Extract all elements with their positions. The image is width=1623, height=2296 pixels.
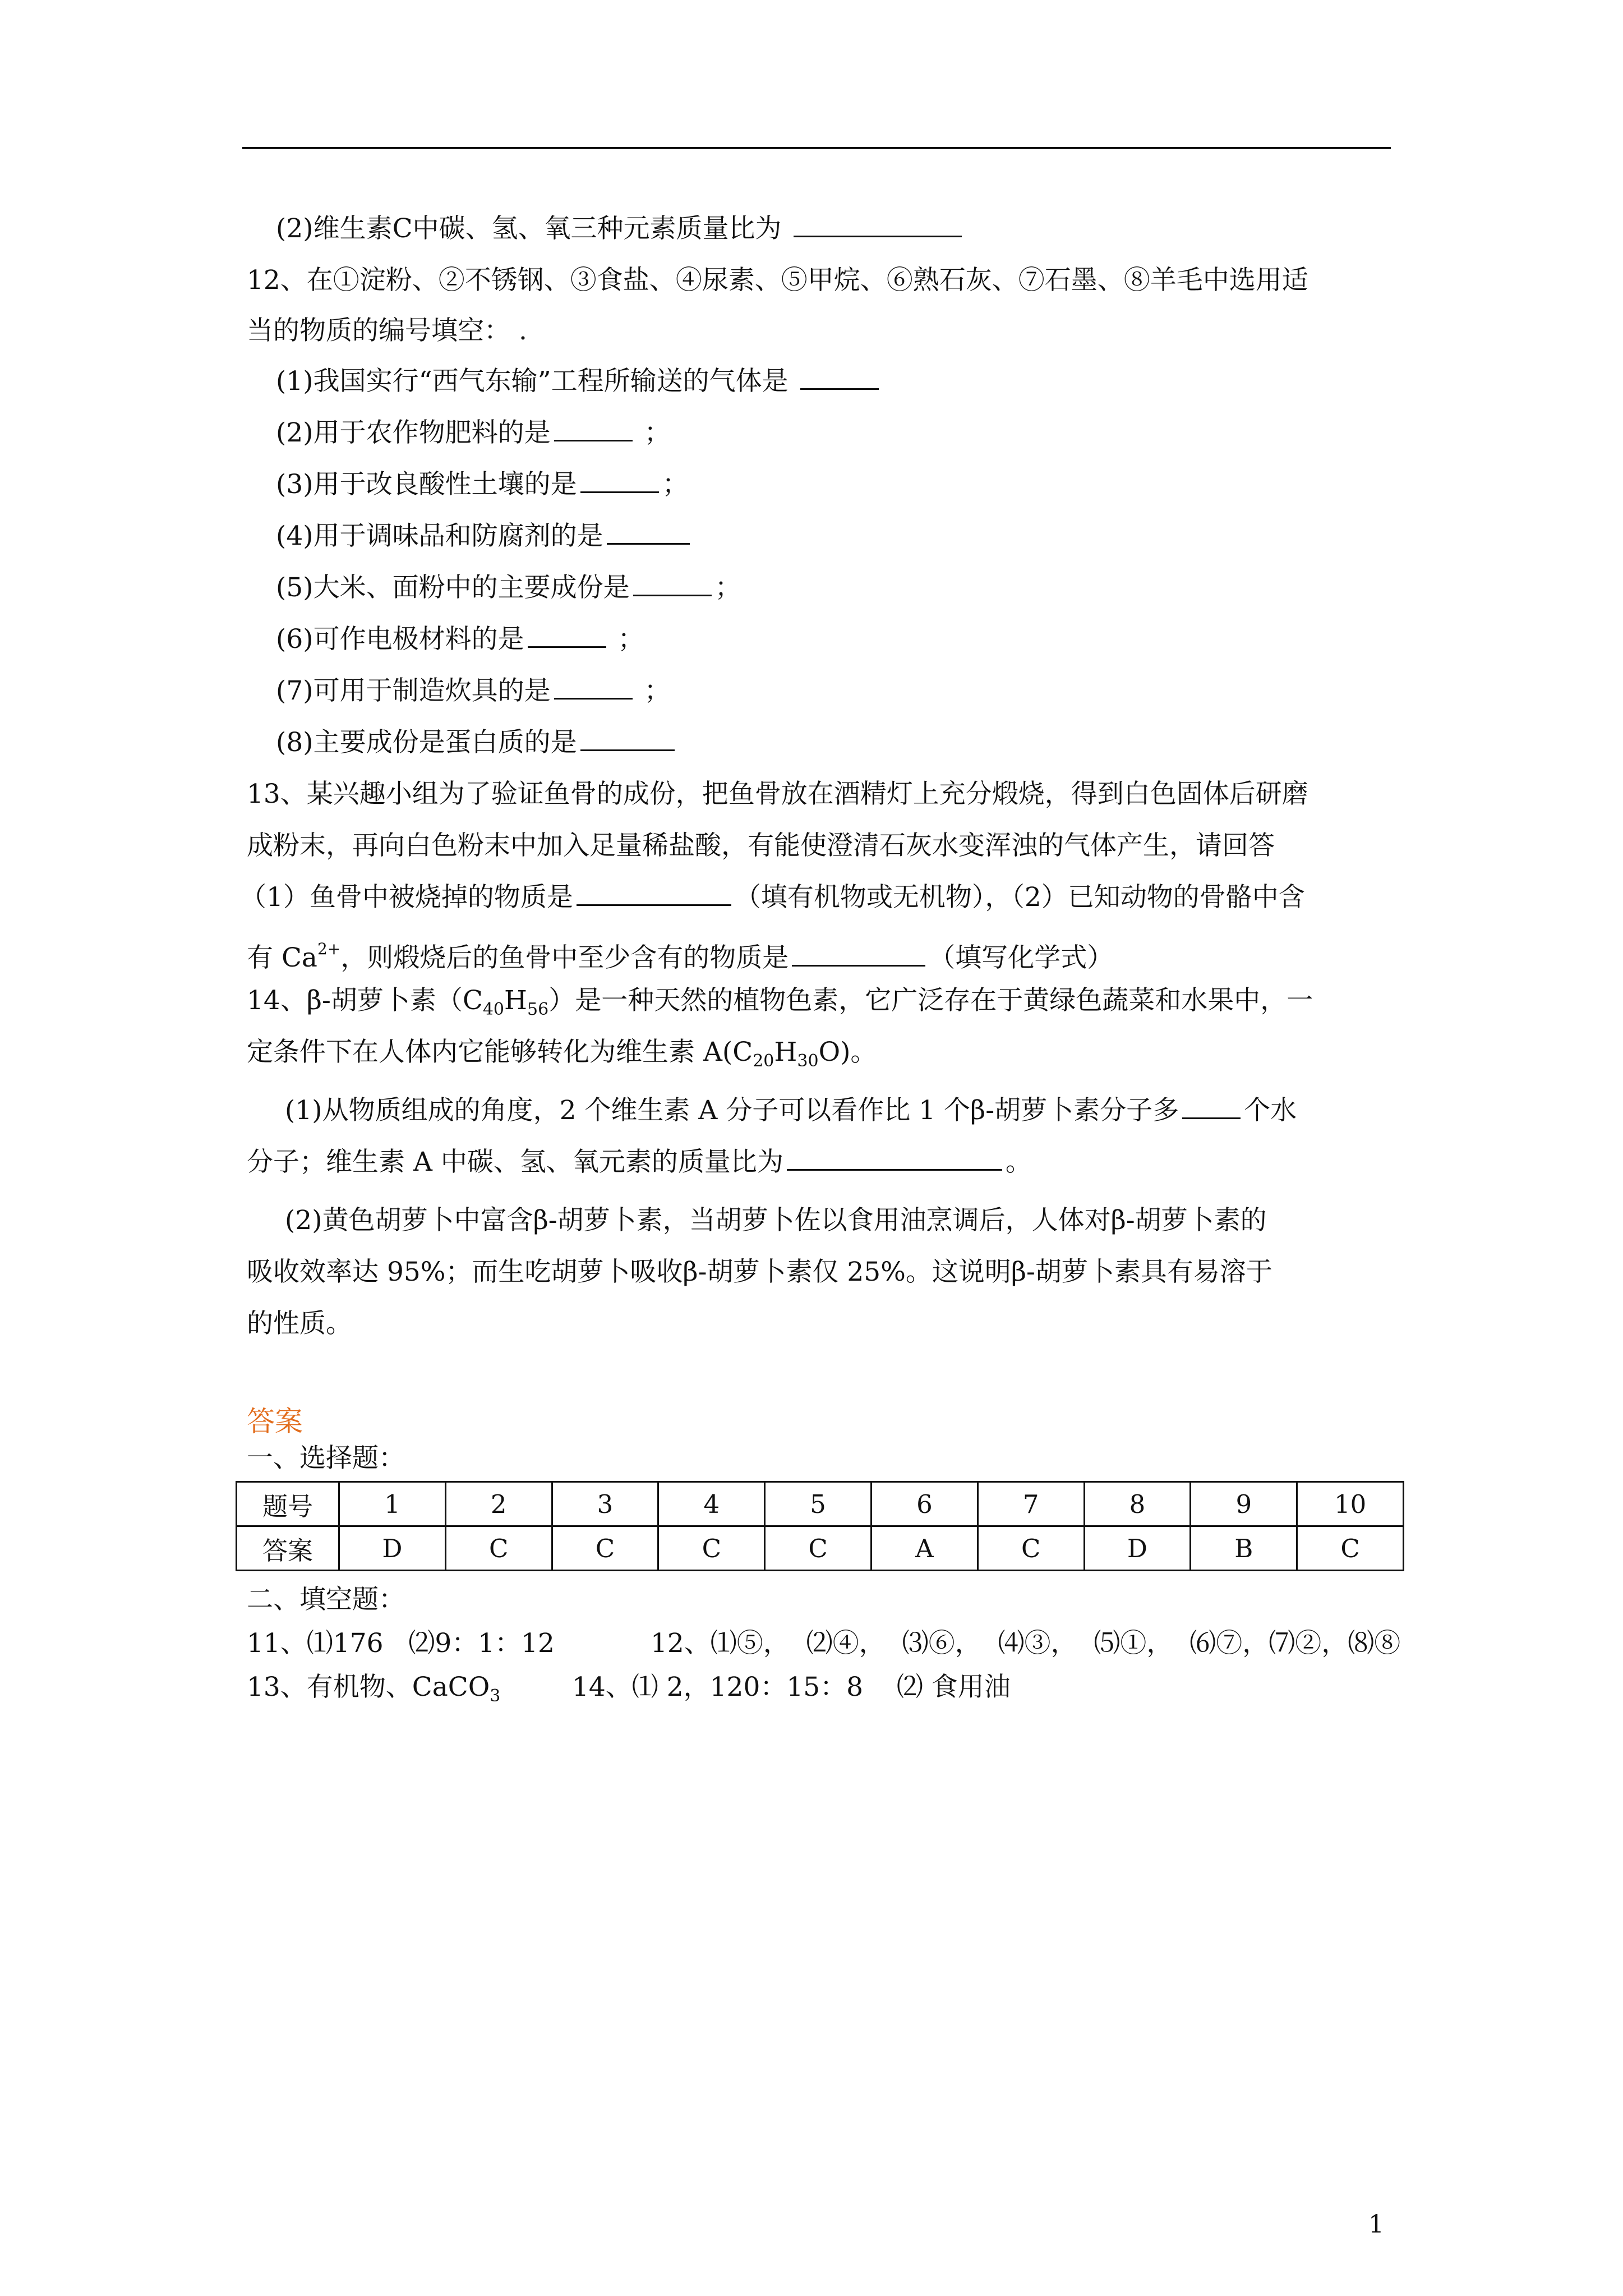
table-cell: C bbox=[1297, 1526, 1404, 1571]
q13-line3: （1）鱼骨中被烧掉的物质是 （填有机物或无机物），（2）已知动物的骨骼中含 bbox=[240, 882, 1305, 913]
table-cell: 3 bbox=[552, 1482, 658, 1526]
table-cell: 10 bbox=[1297, 1482, 1404, 1526]
table-cell: 1 bbox=[339, 1482, 446, 1526]
fill-answer-line2: 13、有机物、CaCO$_3$ bbox=[247, 1672, 501, 1706]
q12-item-5: (5)大米、面粉中的主要成份是 ； bbox=[276, 572, 741, 603]
q12-item-7: (7)可用于制造炊具的是 ； bbox=[276, 675, 671, 706]
table-cell: 9 bbox=[1191, 1482, 1297, 1526]
answer-blank[interactable] bbox=[607, 519, 690, 545]
answers-title: 答案 bbox=[247, 1405, 303, 1438]
answer-blank[interactable] bbox=[580, 726, 675, 751]
table-cell: 8 bbox=[1084, 1482, 1191, 1526]
q12-item-1: (1)我国实行“西气东输”工程所输送的气体是 bbox=[276, 365, 1426, 398]
q14-part1-line2: 分子；维生素 A 中碳、氢、氧元素的质量比为 。 bbox=[247, 1147, 1032, 1177]
table-row bbox=[237, 1526, 1404, 1571]
page-number: 1 bbox=[1368, 2210, 1384, 2239]
answer-blank[interactable] bbox=[554, 674, 633, 700]
table-cell: B bbox=[1191, 1526, 1297, 1571]
table-cell: 6 bbox=[871, 1482, 978, 1526]
table-cell: 5 bbox=[765, 1482, 872, 1526]
q12-item-6: (6)可作电极材料的是 ； bbox=[276, 624, 644, 655]
answer-blank[interactable] bbox=[577, 881, 731, 906]
answer-blank[interactable] bbox=[787, 1145, 1002, 1171]
table-cell: 4 bbox=[658, 1482, 765, 1526]
table-cell: C bbox=[445, 1526, 552, 1571]
table-cell: D bbox=[339, 1526, 446, 1571]
header-rule bbox=[242, 147, 1391, 149]
table-cell: 7 bbox=[978, 1482, 1084, 1526]
fill-answer-line2b: 14、⑴ 2，120：15：8 ⑵ 食用油 bbox=[572, 1672, 1011, 1703]
q14-part2-line2: 吸收效率达 95%；而生吃胡萝卜吸收β-胡萝卜素仅 25%。这说明β-胡萝卜素具有易溶于 bbox=[247, 1257, 1272, 1287]
table-cell: D bbox=[1084, 1526, 1191, 1571]
answer-table bbox=[236, 1481, 1404, 1571]
answer-blank[interactable] bbox=[794, 212, 962, 237]
table-cell: 答案 bbox=[237, 1526, 339, 1571]
q13-line2: 成粉末，再向白色粉末中加入足量稀盐酸，有能使澄清石灰水变浑浊的气体产生，请回答 bbox=[247, 830, 1275, 861]
answer-blank[interactable] bbox=[800, 365, 879, 390]
q12-item-3: (3)用于改良酸性土壤的是 ； bbox=[276, 469, 689, 500]
answer-blank[interactable] bbox=[528, 623, 606, 648]
q13-line1: 13、某兴趣小组为了验证鱼骨的成份，把鱼骨放在酒精灯上充分煅烧，得到白色固体后研磨 bbox=[247, 779, 1308, 809]
q12-line1: 12、在①淀粉、②不锈钢、③食盐、④尿素、⑤甲烷、⑥熟石灰、⑦石墨、⑧羊毛中选用适 bbox=[247, 265, 1308, 296]
table-cell: 题号 bbox=[237, 1482, 339, 1526]
table-cell: 2 bbox=[445, 1482, 552, 1526]
table-cell: C bbox=[765, 1526, 872, 1571]
answer-blank[interactable] bbox=[792, 941, 925, 967]
fill-answer-line1: 11、⑴176 ⑵9：1：12 bbox=[247, 1628, 555, 1659]
q11-part2: (2)维生素C中碳、氢、氧三种元素质量比为 bbox=[276, 212, 1426, 246]
section-fill-title: 二、填空题： bbox=[247, 1584, 405, 1615]
answer-blank[interactable] bbox=[554, 416, 633, 441]
q14-part1-line1: (1)从物质组成的角度，2 个维生素 A 分子可以看作比 1 个β-胡萝卜素分子多 个水 bbox=[285, 1095, 1297, 1126]
answer-blank[interactable] bbox=[1182, 1094, 1241, 1119]
table-cell: A bbox=[871, 1526, 978, 1571]
table-row bbox=[237, 1482, 1404, 1526]
table-cell: C bbox=[552, 1526, 658, 1571]
section-choice-title: 一、选择题： bbox=[247, 1443, 405, 1474]
fill-answer-line1b: 12、⑴⑤， ⑵④， ⑶⑥， ⑷③， ⑸①， ⑹⑦，⑺②，⑻⑧ bbox=[651, 1628, 1401, 1659]
q13-line4: 有 $Ca^{2+}$，则煅烧后的鱼骨中至少含有的物质是 （填写化学式） bbox=[247, 940, 1114, 973]
q12-item-4: (4)用于调味品和防腐剂的是 bbox=[276, 519, 1426, 553]
q14-part2-line1: (2)黄色胡萝卜中富含β-胡萝卜素，当胡萝卜佐以食用油烹调后，人体对β-胡萝卜素的 bbox=[285, 1205, 1267, 1236]
q14-line1: 14、β-胡萝卜素$(C_{40}H_{56})$是一种天然的植物色素，它广泛存在于黄绿色蔬菜和水果中，一 bbox=[247, 985, 1313, 1019]
answer-blank[interactable] bbox=[633, 571, 712, 596]
q12-item-8: (8)主要成份是蛋白质的是 bbox=[276, 726, 1426, 760]
q12-item-2: (2)用于农作物肥料的是 ； bbox=[276, 417, 671, 448]
table-cell: C bbox=[978, 1526, 1084, 1571]
table-cell: C bbox=[658, 1526, 765, 1571]
answer-blank[interactable] bbox=[580, 468, 659, 493]
q14-part2-line3: 的性质。 bbox=[247, 1308, 352, 1339]
q12-line2: 当的物质的编号填空： . bbox=[247, 315, 527, 346]
q14-line2: 定条件下在人体内它能够转化为维生素 $A(C_{20}H_{30}O)$。 bbox=[247, 1037, 877, 1071]
